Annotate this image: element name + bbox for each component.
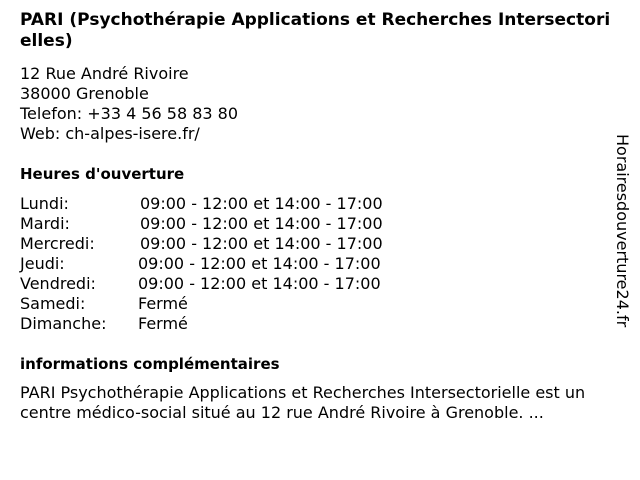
city-postcode: 38000 Grenoble [20,84,149,103]
day-label: Mardi: [20,214,70,233]
day-hours: 09:00 - 12:00 et 14:00 - 17:00 [140,194,383,213]
website-label: Web: [20,124,66,143]
day-label: Jeudi: [20,254,65,273]
site-watermark: Horairesdouverture24.fr [613,134,632,328]
day-label: Mercredi: [20,234,95,253]
day-hours: Fermé [138,294,188,313]
website-line [20,124,238,144]
address-block [20,64,238,144]
page-title: PARI (Psychothérapie Applications et Recherches Intersectorielles) [20,10,611,51]
day-label: Lundi: [20,194,69,213]
website-link[interactable]: ch-alpes-isere.fr/ [65,124,200,143]
day-label: Dimanche: [20,314,107,333]
opening-hours-heading: Heures d'ouverture [20,165,185,183]
phone-number[interactable]: Telefon: +33 4 56 58 83 80 [20,104,239,123]
street-address: 12 Rue André Rivoire [20,64,189,83]
day-hours: 09:00 - 12:00 et 14:00 - 17:00 [138,274,381,293]
day-hours: 09:00 - 12:00 et 14:00 - 17:00 [140,234,383,253]
day-hours: 09:00 - 12:00 et 14:00 - 17:00 [138,254,381,273]
day-label: Samedi: [20,294,86,313]
day-label: Vendredi: [20,274,96,293]
day-hours: Fermé [138,314,188,333]
day-hours: 09:00 - 12:00 et 14:00 - 17:00 [140,214,383,233]
additional-info-text: PARI Psychothérapie Applications et Recherches Intersectorielle est un centre médico-social situé au 12 rue André Rivoire à Grenoble. ... [20,383,586,422]
additional-info-heading: informations complémentaires [20,355,280,373]
